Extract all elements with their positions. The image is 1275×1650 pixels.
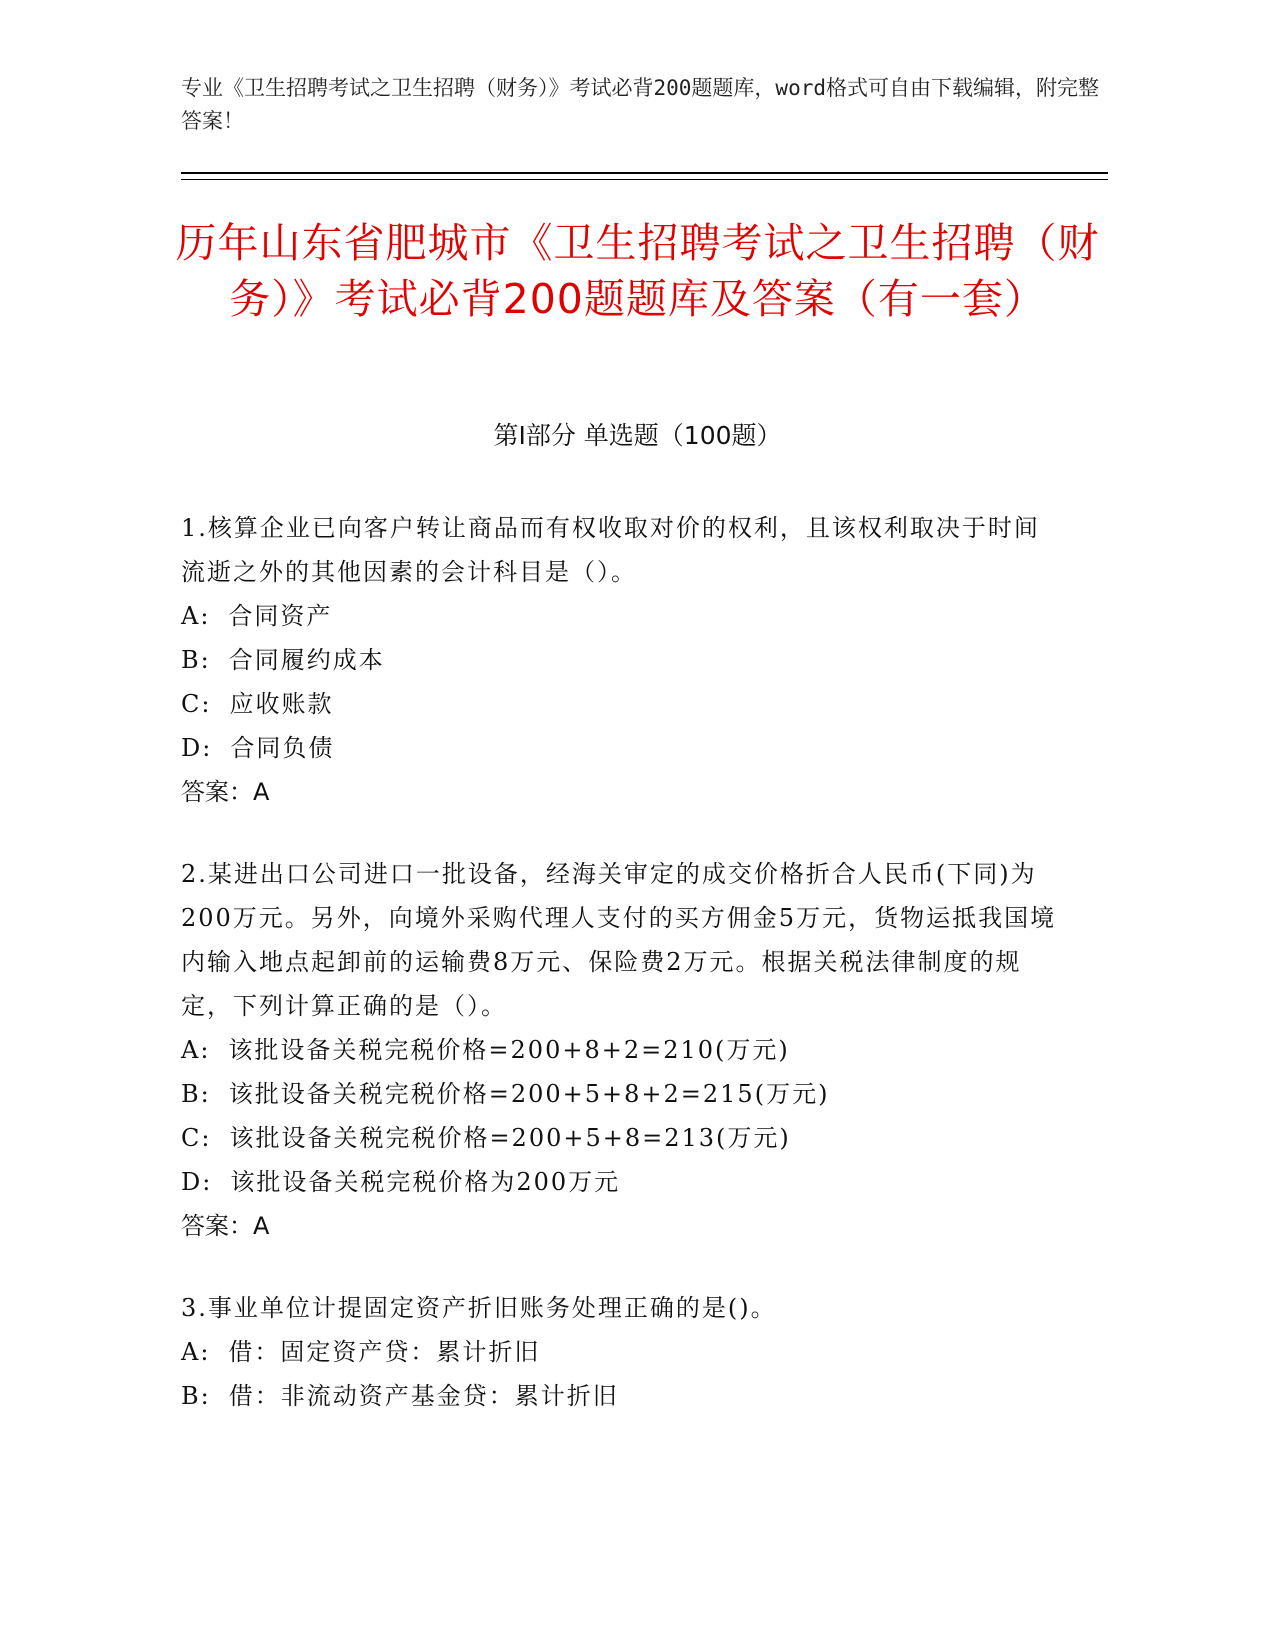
section-heading: 第I部分 单选题（100题）: [493, 421, 782, 450]
option-c: [181, 682, 1061, 726]
header-rule-thin: [181, 179, 1108, 180]
option-letter: A:: [181, 1036, 211, 1064]
option-text: 借：固定资产贷：累计折旧: [228, 1338, 541, 1366]
option-text: 该批设备关税完税价格为200万元: [230, 1168, 621, 1196]
question-2: [181, 852, 1061, 1248]
option-b: [181, 638, 1061, 682]
question-stem: 2.某进出口公司进口一批设备，经海关审定的成交价格折合人民币(下同)为200万元。另外，向境外采购代理人支付的买方佣金5万元，货物运抵我国境内输入地点起卸前的运输费8万元、保险费2万元。根据关税法律制度的规定，下列计算正确的是（）。: [181, 860, 1057, 1020]
option-letter: D:: [181, 734, 213, 762]
option-c: [181, 1116, 1061, 1160]
answer-line: 答案：A: [181, 778, 270, 806]
option-text: 合同履约成本: [228, 646, 385, 674]
option-b: [181, 1374, 1061, 1418]
option-letter: B:: [181, 1382, 211, 1410]
question-1: [181, 506, 1061, 814]
option-text: 该批设备关税完税价格=200+8+2=210(万元): [228, 1036, 790, 1064]
option-letter: D:: [181, 1168, 213, 1196]
question-3: [181, 1286, 1061, 1418]
option-text: 该批设备关税完税价格=200+5+8=213(万元): [229, 1124, 791, 1152]
option-text: 合同资产: [228, 602, 333, 630]
question-stem: 3.事业单位计提固定资产折旧账务处理正确的是()。: [181, 1294, 777, 1322]
question-stem: 1.核算企业已向客户转让商品而有权收取对价的权利，且该权利取决于时间流逝之外的其他因素的会计科目是（）。: [181, 514, 1040, 586]
option-a: [181, 594, 1061, 638]
option-text: 应收账款: [229, 690, 334, 718]
option-letter: B:: [181, 1080, 211, 1108]
option-text: 合同负债: [230, 734, 335, 762]
header-note: 专业《卫生招聘考试之卫生招聘（财务）》考试必背200题题库，word格式可自由下载编辑，附完整答案！: [181, 76, 1099, 133]
option-a: [181, 1330, 1061, 1374]
option-letter: B:: [181, 646, 211, 674]
option-letter: C:: [181, 690, 212, 718]
option-d: [181, 1160, 1061, 1204]
header-rule-thick: [181, 172, 1108, 174]
option-letter: A:: [181, 602, 211, 630]
option-letter: A:: [181, 1338, 211, 1366]
document-title: 历年山东省肥城市《卫生招聘考试之卫生招聘（财务）》考试必背200题题库及答案（有一套）: [175, 219, 1100, 323]
option-text: 借：非流动资产基金贷：累计折旧: [228, 1382, 619, 1410]
question-list: [181, 506, 1061, 1456]
option-letter: C:: [181, 1124, 212, 1152]
option-a: [181, 1028, 1061, 1072]
option-d: [181, 726, 1061, 770]
option-b: [181, 1072, 1061, 1116]
answer-line: 答案：A: [181, 1212, 270, 1240]
option-text: 该批设备关税完税价格=200+5+8+2=215(万元): [228, 1080, 830, 1108]
